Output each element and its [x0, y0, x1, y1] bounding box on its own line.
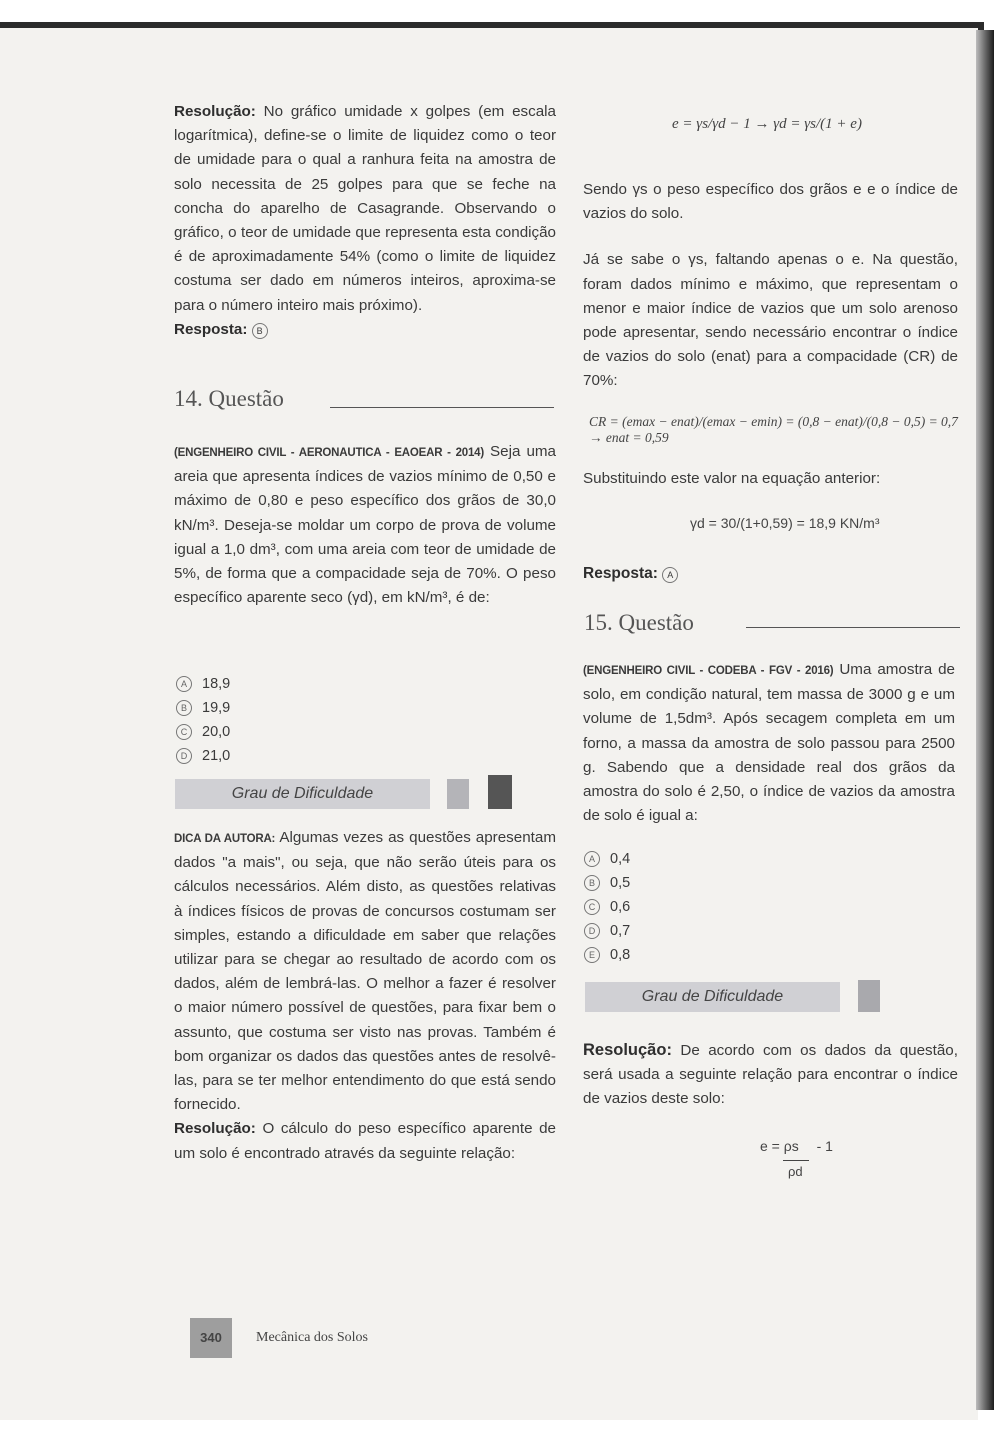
option-value: 20,0	[202, 724, 231, 740]
formula-density-denominator: ρd	[788, 1164, 803, 1179]
formula-density-lhs: e = ρs	[760, 1138, 799, 1154]
q15-option-b[interactable]	[584, 875, 630, 891]
option-letter-circle: B	[584, 875, 600, 891]
option-value: 0,8	[610, 947, 631, 963]
resposta-value: B	[252, 323, 268, 339]
q14-option-d[interactable]	[176, 748, 230, 764]
q15-option-c[interactable]	[584, 899, 630, 915]
resolucao2-text: O cálculo do peso específico aparente de um solo é encontrado através da seguinte relação:	[174, 1120, 556, 1162]
formula-compacidade: CR = (emax − enat)/(emax − emin) = (0,8 − enat)/(0,8 − 0,5) = 0,7 → enat = 0,59	[589, 414, 958, 445]
formula-gamma-d: γd = 30/(1+0,59) = 18,9 KN/m³	[690, 515, 880, 531]
q14-option-a[interactable]	[176, 676, 230, 692]
q15-resolucao-paragraph	[583, 1038, 958, 1112]
q14-difficulty-bar-1	[447, 779, 469, 809]
right-paragraph-1: Sendo γs o peso específico dos grãos e e o índice de vazios do solo.	[583, 181, 958, 223]
q15-resolucao-block	[583, 1038, 958, 1112]
resolucao-text: No gráfico umidade x golpes (em escala logarítmica), define-se o limite de liquidez como o teor de umidade para o qual a ranhura feita na amostra de solo necessita de 25 golpes para que se feche na concha do aparelho de Casagrande. Observando o gráfico, o teor de umidade que representa esta condição é de aproximadamente 54% (como o limite de liquidez costuma ser dado em números inteiros, aproxima-se para o número inteiro mais próximo).	[174, 103, 556, 314]
option-letter-circle: D	[176, 748, 192, 764]
q15-resolucao-label: Resolução:	[583, 1041, 672, 1059]
resolucao2-label: Resolução:	[174, 1120, 256, 1138]
q15-statement	[583, 658, 955, 828]
formula-void-ratio: e = γs/γd − 1 → γd = γs/(1 + e)	[672, 116, 862, 132]
q15-resolucao-text: De acordo com os dados da questão, será usada a seguinte relação para encontrar o índice de vazios deste solo:	[583, 1042, 958, 1108]
option-value: 19,9	[202, 700, 231, 716]
scan-right-edge	[976, 30, 994, 1410]
q15-difficulty-label: Grau de Dificuldade	[585, 982, 840, 1012]
q14-text: Seja uma areia que apresenta índices de vazios mínimo de 0,50 e máximo de 0,80 e peso específico dos grãos de 30,0 kN/m³. Deseja-se moldar um corpo de prova de volume igual a 1,0 dm³, com uma areia com teor de umidade de 5%, de forma que a compacidade seja de 70%. O peso específico aparente seco (γd), em kN/m³, é de:	[174, 443, 556, 607]
option-letter-circle: C	[584, 899, 600, 915]
right-text-2	[583, 467, 958, 491]
resposta-right-line	[583, 565, 678, 583]
q14-statement	[174, 440, 556, 610]
option-value: 0,7	[610, 923, 631, 939]
q15-option-a[interactable]	[584, 851, 630, 867]
option-letter-circle: B	[176, 700, 192, 716]
option-value: 21,0	[202, 748, 231, 764]
q15-title: 15. Questão	[584, 610, 694, 635]
dica-block	[174, 826, 556, 1166]
q15-option-e[interactable]	[584, 947, 630, 963]
right-paragraph-2: Já se sabe o γs, faltando apenas o e. Na questão, foram dados mínimo e máximo, que representam o menor e maior índice de vazios que um solo arenoso pode apresentar, sendo necessário encontrar o índice de vazios do solo (enat) para a compacidade (CR) de 70%:	[583, 251, 958, 390]
resposta-right-value: A	[662, 567, 678, 583]
dica-paragraph	[174, 826, 556, 1117]
q15-difficulty-bar-1	[858, 980, 880, 1012]
option-letter-circle: A	[176, 676, 192, 692]
q15-block	[583, 658, 955, 828]
resposta-line	[174, 318, 556, 342]
option-value: 18,9	[202, 676, 231, 692]
resolucao2-paragraph	[174, 1117, 556, 1165]
q14-source: (ENGENHEIRO CIVIL - AERONAUTICA - EAOEAR - 2014)	[174, 447, 484, 459]
q15-title-rule	[746, 627, 960, 628]
q14-block	[174, 440, 556, 610]
q14-title-rule	[330, 407, 554, 408]
right-paragraph-3: Substituindo este valor na equação anterior:	[583, 470, 881, 487]
running-footer-title: Mecânica dos Solos	[256, 1330, 368, 1345]
page-number: 340	[190, 1318, 232, 1358]
option-letter-circle: A	[584, 851, 600, 867]
q15-option-d[interactable]	[584, 923, 630, 939]
resolucao-label: Resolução:	[174, 103, 256, 120]
option-value: 0,4	[610, 851, 631, 867]
option-value: 0,5	[610, 875, 631, 891]
q14-difficulty-label: Grau de Dificuldade	[175, 779, 430, 809]
dica-label: DICA DA AUTORA:	[174, 833, 276, 845]
left-column	[174, 100, 556, 342]
q14-title: 14. Questão	[174, 386, 284, 411]
dica-text: Algumas vezes as questões apresentam dados "a mais", ou seja, que não serão úteis para os cálculos necessários. Além disto, as questões relativas à índices físicos de provas de concursos costumam ser simples, estando a dificuldade em saber que relações utilizar para se chegar ao resultado de acordo com os dados, além de lembrá-las. O melhor a fazer é resolver o maior número possível de questões, para fixar bem o assunto, que costuma ser visto nas provas. Também é bom organizar os dados das questões antes de resolvê-las, para se ter melhor entendimento do que está sendo fornecido.	[174, 829, 556, 1114]
option-letter-circle: E	[584, 947, 600, 963]
formula-density-rhs: - 1	[816, 1138, 833, 1154]
q14-difficulty-bar-2	[488, 775, 512, 809]
formula-density	[760, 1138, 833, 1154]
q14-option-b[interactable]	[176, 700, 230, 716]
q15-text: Uma amostra de solo, em condição natural, tem massa de 3000 g e um volume de 1,5dm³. Após secagem completa em um forno, a massa da amostra de solo passou para 2500 g. Sabendo que a densidade real dos grãos da amostra do solo é 2,50, o índice de vazios da amostra de solo é igual a:	[583, 661, 955, 825]
formula-density-fraction-bar	[783, 1160, 809, 1161]
option-letter-circle: D	[584, 923, 600, 939]
resposta-label: Resposta:	[174, 320, 248, 338]
resolucao-paragraph	[174, 100, 556, 318]
right-text-1	[583, 178, 958, 394]
q14-option-c[interactable]	[176, 724, 230, 740]
option-value: 0,6	[610, 899, 631, 915]
option-letter-circle: C	[176, 724, 192, 740]
resposta-right-label: Resposta:	[583, 565, 658, 582]
q15-source: (ENGENHEIRO CIVIL - CODEBA - FGV - 2016)	[583, 665, 834, 677]
